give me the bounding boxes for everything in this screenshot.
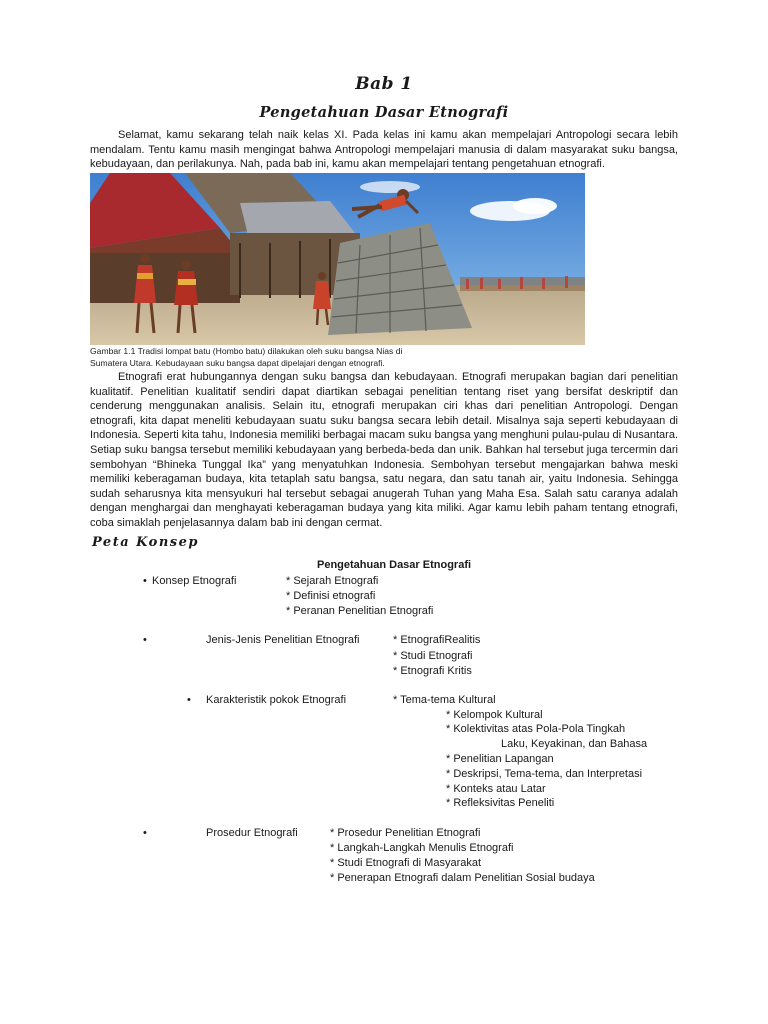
concept-map-heading: Peta Konsep bbox=[92, 535, 199, 550]
group-item: * Refleksivitas Peneliti bbox=[446, 797, 555, 809]
intro-paragraph: Selamat, kamu sekarang telah naik kelas XI. Pada kelas ini kamu akan mempelajari Antropologi secara lebih mendalam. Tentu kamu masih mengingat bahwa Antropologi mempelajari manusia di dalam masyarakat suku bangsa, kebudayaan, dan perilakunya. Nah, pada bab ini, kamu akan mempelajari tentang pengetahuan etnografi. bbox=[90, 129, 678, 171]
bullet: • bbox=[143, 827, 147, 839]
group-label: Jenis-Jenis Penelitian Etnografi bbox=[206, 634, 360, 646]
group-item: * Definisi etnografi bbox=[286, 590, 376, 602]
group-item: * Penelitian Lapangan bbox=[446, 753, 554, 765]
group-label: Konsep Etnografi bbox=[152, 575, 237, 587]
group-item: * Studi Etnografi di Masyarakat bbox=[330, 857, 482, 869]
chapter-heading: Bab 1 bbox=[355, 74, 413, 94]
group-item: * Etnografi Kritis bbox=[393, 665, 472, 677]
group-item: Laku, Keyakinan, dan Bahasa bbox=[501, 738, 648, 750]
bullet: • bbox=[143, 575, 147, 587]
caption-line: Gambar 1.1 Tradisi lompat batu (Hombo batu) dilakukan oleh suku bangsa Nias di bbox=[90, 346, 403, 356]
concept-map-title: Pengetahuan Dasar Etnografi bbox=[317, 559, 472, 571]
group-item: * Peranan Penelitian Etnografi bbox=[286, 605, 434, 617]
group-item: * EtnografiRealitis bbox=[393, 634, 481, 646]
group-item: * Prosedur Penelitian Etnografi bbox=[330, 827, 481, 839]
group-item: * Tema-tema Kultural bbox=[393, 694, 496, 706]
group-item: * Studi Etnografi bbox=[393, 650, 473, 662]
group-item: * Deskripsi, Tema-tema, dan Interpretasi bbox=[446, 768, 643, 780]
bullet: • bbox=[187, 694, 191, 706]
figure-photo bbox=[90, 173, 585, 345]
group-item: * Kelompok Kultural bbox=[446, 709, 543, 721]
caption-line: Sumatera Utara. Kebudayaan suku bangsa dapat dipelajari dengan etnografi. bbox=[90, 357, 385, 368]
group-item: * Konteks atau Latar bbox=[446, 783, 546, 795]
group-item: * Penerapan Etnografi dalam Penelitian Sosial budaya bbox=[330, 872, 595, 884]
group-item: * Sejarah Etnografi bbox=[286, 575, 379, 587]
chapter-title: Pengetahuan Dasar Etnografi bbox=[259, 104, 509, 121]
body-paragraph: Etnografi erat hubungannya dengan suku bangsa dan kebudayaan. Etnografi merupakan bagian dari penelitian kualitatif. Penelitian kualitatif sendiri dapat diartikan sebagai penelitian tentang riset yang bersifat deskriptif dan cenderung menggunakan analisis. Selain itu, etnografi merupakan ciri khas dari penelitian Antropologi. Dengan etnografi, kita dapat meneliti kebudayaan suatu suku bangsa secara lebih detail. Misalnya saja seperti kebudayaan di Indonesia. Seperti kita tahu, Indonesia memiliki berbagai macam suku bangsa yang menghuni pulau-pulau di Nusantara. Setiap suku bangsa tersebut memiliki kebudayaan yang berbeda-beda dan unik. Bahkan hal tersebut juga tercermin dari sembohyan “Bhineka Tunggal Ika” yang menyatuhkan Indonesia. Sembohyan tersebut mengajarkan bahwa meski memiliki keberagaman budaya, kita tetaplah satu bangsa, satu negara, dan satu tanah air, yaitu Indonesia. Sehingga sudah seharusnya kita mensyukuri hal tersebut sebagai anugerah Tuhan yang Maha Esa. Salah satu caranya adalah dengan menghargai dan menghayati keberagaman budaya yang kita miliki. Agar kamu lebih paham tentang etnografi, coba simaklah penjelasannya dalam bab ini dengan cermat. bbox=[90, 371, 678, 529]
figure-caption bbox=[90, 346, 590, 369]
bullet: • bbox=[143, 634, 147, 646]
group-label: Prosedur Etnografi bbox=[206, 827, 298, 839]
group-item: * Langkah-Langkah Menulis Etnografi bbox=[330, 842, 514, 854]
group-label: Karakteristik pokok Etnografi bbox=[206, 694, 347, 706]
group-item: * Kolektivitas atas Pola-Pola Tingkah bbox=[446, 723, 626, 735]
